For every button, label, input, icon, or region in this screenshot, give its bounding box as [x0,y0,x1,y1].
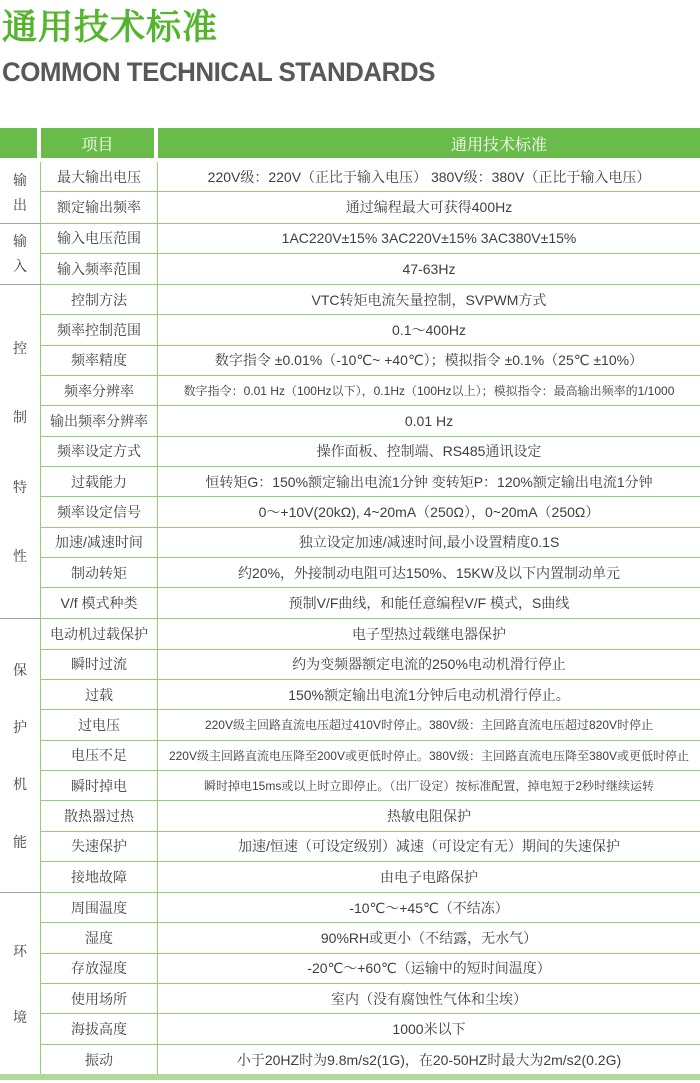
value-cell: 预制V/F曲线，和能任意编程V/F 模式，S曲线 [288,595,570,612]
value-cell: VTC转矩电流矢量控制，SVPWM方式 [311,291,547,308]
spec-section [0,284,700,618]
page-header [2,4,453,88]
value-cell: 0.1～400Hz [392,322,466,339]
spec-table [0,128,700,1075]
spec-row [41,406,700,436]
spec-row [41,528,700,558]
value-cell: 小于20HZ时为9.8m/s2(1G)，在20-50HZ时最大为2m/s2(0.2G) [236,1051,622,1068]
spec-table-body [0,162,700,1075]
item-cell: 频率设定信号 [41,497,158,526]
value-cell: 150%额定输出电流1分钟后电动机滑行停止。 [288,686,570,703]
value-cell: 1AC220V±15% 3AC220V±15% 3AC380V±15% [281,230,577,247]
category-char: 特 [13,478,27,495]
item-cell: 频率控制范围 [41,315,158,344]
item-cell: 频率精度 [41,346,158,375]
item-cell: 频率分辨率 [41,376,158,405]
item-cell: 海拔高度 [41,1014,158,1043]
spec-row [41,862,700,892]
footer-bar [0,1074,700,1080]
item-cell: 瞬时过流 [41,650,158,679]
category-cell [0,284,41,618]
category-char: 保 [13,661,27,678]
spec-section [0,162,700,223]
item-cell: 存放湿度 [41,954,158,983]
item-cell: V/f 模式种类 [41,588,158,618]
category-cell [0,223,41,285]
spec-row [41,376,700,406]
value-cell: 0.01 Hz [404,413,454,430]
value-cell: 加速/恒速（可设定级别）减速（可设定有无）期间的失速保护 [238,838,620,855]
spec-row [41,984,700,1014]
category-char: 出 [13,196,27,213]
category-cell [0,162,41,223]
spec-row [41,923,700,953]
item-cell: 额定输出频率 [41,192,158,222]
category-cell [0,618,41,892]
section-rows [41,618,700,892]
spec-row [41,741,700,771]
item-cell: 振动 [41,1045,158,1075]
category-char: 境 [13,1008,27,1025]
spec-row [41,771,700,801]
value-cell: 数字指令 ±0.01%（-10℃~ +40℃）；模拟指令 ±0.1%（25℃ ±10%） [214,352,644,369]
item-cell: 过电压 [41,710,158,739]
category-char: 环 [13,943,27,960]
value-cell: 通过编程最大可获得400Hz [345,199,513,216]
section-rows [41,892,700,1075]
value-cell: -10℃～+45℃（不结冻） [349,899,509,916]
spec-row [41,710,700,740]
category-char: 输 [13,171,27,188]
page-title: 通用技术标准 [2,8,219,47]
value-cell: 约为变频器额定电流的250%电动机滑行停止 [292,656,566,673]
spec-row [41,437,700,467]
spec-row [41,315,700,345]
spec-row [41,954,700,984]
spec-row [41,680,700,710]
spec-row [41,1014,700,1044]
category-char: 输 [13,233,27,250]
value-cell: 220V级主回路直流电压超过410V时停止。380V级：主回路直流电压超过820V时停止 [204,718,654,733]
value-cell: 独立设定加速/减速时间,最小设置精度0.1S [298,534,560,551]
item-cell: 输出频率分辨率 [41,406,158,435]
value-cell: 由电子电路保护 [380,868,478,885]
table-header [0,128,700,158]
spec-section [0,223,700,285]
item-cell: 失速保护 [41,832,158,861]
spec-row [41,558,700,588]
spec-row [41,497,700,527]
item-cell: 湿度 [41,923,158,952]
spec-row [41,346,700,376]
category-char: 机 [13,776,27,793]
section-rows [41,284,700,618]
spec-section [0,618,700,892]
category-char: 制 [13,409,27,426]
spec-row [41,619,700,649]
section-rows [41,162,700,223]
spec-row [41,467,700,497]
value-cell: 90%RH或更小（不结露，无水气） [320,930,538,947]
value-cell: 0～+10V(20kΩ), 4~20mA（250Ω），0~20mA（250Ω） [258,503,600,520]
spec-row [41,893,700,923]
item-cell: 最大输出电压 [41,162,158,191]
item-cell: 接地故障 [41,862,158,892]
header-value-col: 通用技术标准 [158,128,700,158]
category-char: 性 [13,548,27,564]
value-cell: 电子型热过载继电器保护 [352,626,506,643]
spec-row [41,832,700,862]
category-char: 入 [13,258,27,275]
value-cell: 47-63Hz [402,261,456,278]
value-cell: 数字指令：0.01 Hz（100Hz以下），0.1Hz（100Hz以上）；模拟指令：最高输出频率的1/1000 [183,384,675,399]
value-cell: 恒转矩G：150%额定输出电流1分钟 变转矩P：120%额定输出电流1分钟 [205,473,653,490]
category-char: 护 [13,719,27,736]
item-cell: 制动转矩 [41,558,158,587]
spec-row [41,254,700,284]
page-subtitle: COMMON TECHNICAL STANDARDS [2,57,435,88]
category-cell [0,892,41,1075]
item-cell: 输入电压范围 [41,224,158,253]
item-cell: 过载能力 [41,467,158,496]
value-cell: 热敏电阻保护 [387,807,471,824]
item-cell: 散热器过热 [41,801,158,830]
item-cell: 电压不足 [41,741,158,770]
spec-row [41,224,700,254]
header-item-col: 项目 [41,128,154,158]
value-cell: 1000米以下 [392,1020,466,1037]
value-cell: 约20%，外接制动电阻可达150%、15KW及以下内置制动单元 [238,564,620,581]
spec-row [41,588,700,618]
item-cell: 频率设定方式 [41,437,158,466]
spec-row [41,192,700,222]
value-cell: -20℃～+60℃（运输中的短时间温度） [307,960,551,977]
section-rows [41,223,700,285]
spec-row [41,162,700,192]
spec-row [41,1045,700,1075]
value-cell: 220V级主回路直流电压降至200V或更低时停止。380V级：主回路直流电压降至380V或更低时停止 [168,748,690,763]
header-corner-cell [0,128,37,158]
value-cell: 瞬时掉电15ms或以上时立即停止。（出厂设定）按标准配置，掉电短于2秒时继续运转 [203,779,655,794]
item-cell: 周围温度 [41,893,158,922]
item-cell: 控制方法 [41,285,158,314]
spec-section [0,892,700,1075]
value-cell: 操作面板、控制端、RS485通讯设定 [316,443,542,460]
value-cell: 220V级：220V（正比于输入电压） 380V级：380V（正比于输入电压） [207,168,651,185]
item-cell: 使用场所 [41,984,158,1013]
item-cell: 过载 [41,680,158,709]
spec-row [41,801,700,831]
category-char: 控 [13,339,27,356]
spec-row [41,285,700,315]
value-cell: 室内（没有腐蚀性气体和尘埃） [331,990,527,1007]
item-cell: 加速/减速时间 [41,528,158,557]
category-char: 能 [13,833,27,850]
spec-row [41,650,700,680]
item-cell: 瞬时掉电 [41,771,158,800]
item-cell: 输入频率范围 [41,254,158,284]
item-cell: 电动机过载保护 [41,619,158,648]
